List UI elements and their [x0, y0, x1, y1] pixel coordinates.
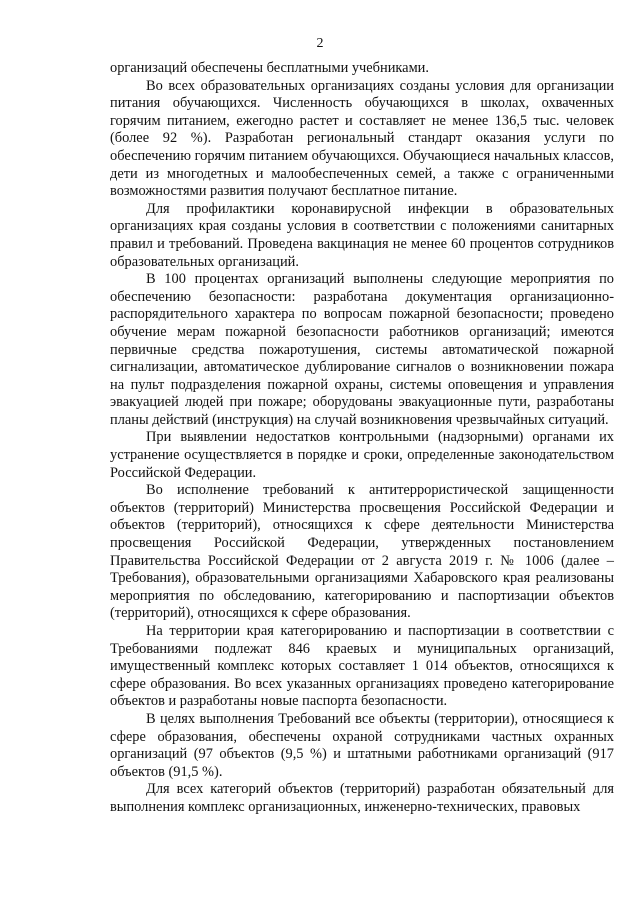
document-body — [110, 60, 614, 817]
paragraph-measures-complex: Для всех категорий объектов (территорий) разработан обязательный для выполнения комплекс организационных, инженерно-технических, правовых — [110, 781, 614, 815]
paragraph-student-nutrition: Во всех образовательных организациях созданы условия для организации питания обучающихся. Численность обучающихся в школах, охваченных горячим питанием, ежегодно растет и составляет не менее 136,5 тыс. человек (более 92 %). Разработан региональный стандарт оказания услуги по обеспечению горячим питанием обучающихся. Обучающиеся начальных классов, дети из многодетных и малообеспеченных семей, а также с ограниченными возможностями развития получают бесплатное питание. — [110, 77, 614, 200]
paragraph-textbooks-continuation: организаций обеспечены бесплатными учебниками. — [110, 60, 429, 76]
paragraph-fire-safety: В 100 процентах организаций выполнены следующие мероприятия по обеспечению безопасности: разработана документация организационно-распорядительного характера по вопросам пожарной безопасности; проведено обучение мерам пожарной безопасности работников организаций; имеются первичные средства пожаротушения, системы автоматической пожарной сигнализации, автоматическое дублирование сигналов о возникновении пожара на пульт подразделения пожарной охраны, системы оповещения и управления эвакуацией людей при пожаре; оборудованы эвакуационные пути, разработаны планы действий (инструкция) на случай возникновения чрезвычайных ситуаций. — [110, 271, 614, 428]
paragraph-antiterrorism-requirements: Во исполнение требований к антитеррористической защищенности объектов (территорий) Министерства просвещения Российской Федерации и объектов (территорий), относящихся к сфере деятельности Министерства просвещения Российской Федерации, утвержденных постановлением Правительства Российской Федерации от 2 августа 2019 г. № 1006 (далее – Требования), образовательными организациями Хабаровского края реализованы мероприятия по обследованию, категорированию и паспортизации объектов (территорий), относящихся к сфере образования. — [110, 482, 614, 622]
paragraph-coronavirus-prevention: Для профилактики коронавирусной инфекции в образовательных организациях края созданы условия в соответствии с положениями санитарных правил и требований. Проведена вакцинация не менее 60 процентов сотрудников образовательных организаций. — [110, 200, 614, 270]
paragraph-security-guards: В целях выполнения Требований все объекты (территории), относящиеся к сфере образования, обеспечены охраной сотрудниками частных охранных организаций (97 объектов (9,5 %) и штатными работниками организаций (917 объектов (91,5 %). — [110, 710, 614, 780]
page-number: 2 — [316, 36, 324, 51]
paragraph-categorization: На территории края категорированию и паспортизации в соответствии с Требованиями подлежат 846 краевых и муниципальных организаций, имущественный комплекс которых составляет 1 014 объектов, относящихся к сфере образования. Во всех указанных организациях проведено категорирование объектов и разработаны новые паспорта безопасности. — [110, 623, 614, 710]
paragraph-deficiency-elimination: При выявлении недостатков контрольными (надзорными) органами их устранение осуществляется в порядке и сроки, определенные законодательством Российской Федерации. — [110, 429, 614, 481]
